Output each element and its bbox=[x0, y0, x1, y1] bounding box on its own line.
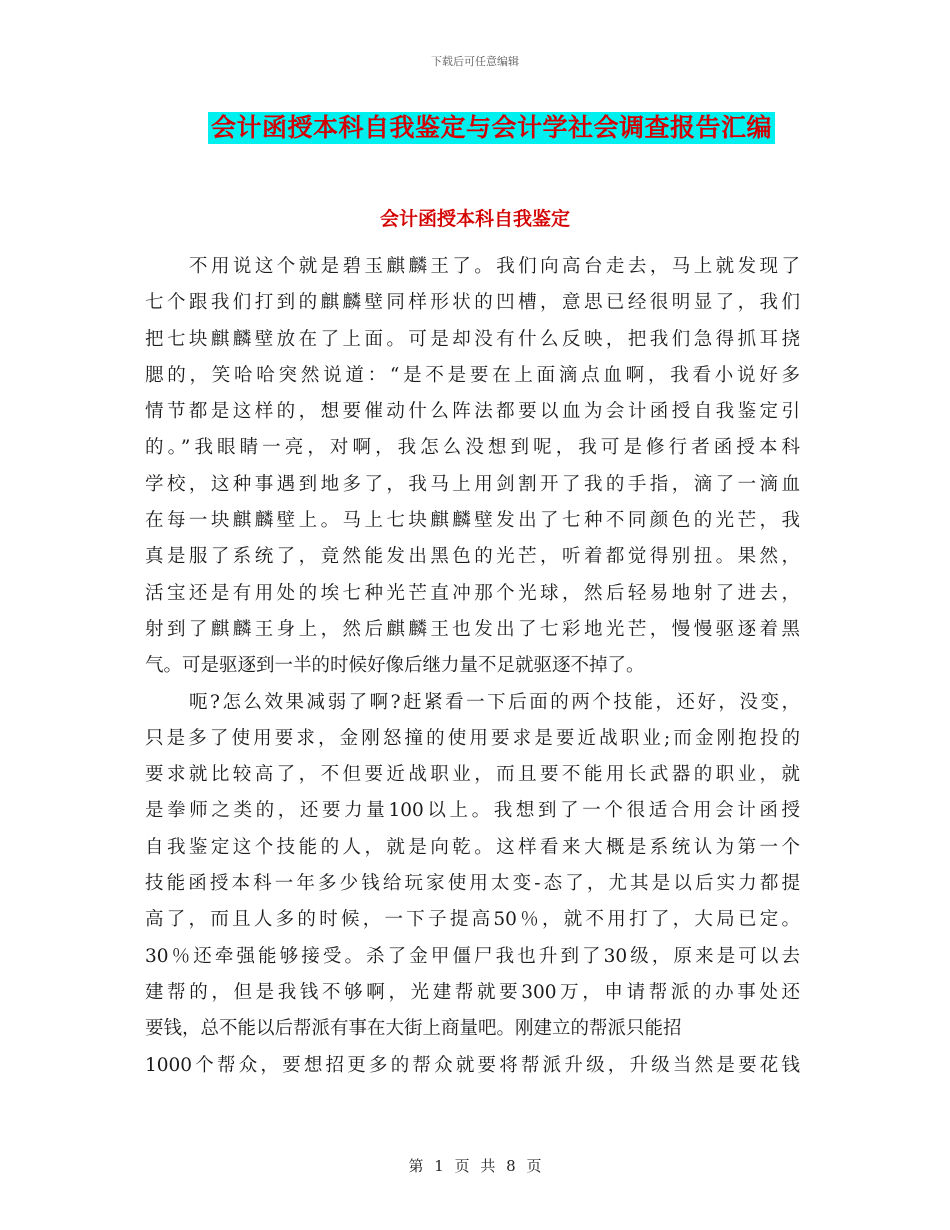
document-title: 会计函授本科自我鉴定与会计学社会调查报告汇编 bbox=[208, 112, 775, 144]
text-line: 射到了麒麟王身上，然后麒麟王也发出了七彩地光芒，慢慢驱逐着黑 bbox=[145, 618, 800, 640]
text-line: 建帮的，但是我钱不够啊，光建帮就要300万，申请帮派的办事处还 bbox=[145, 981, 800, 1003]
text-line: 要求就比较高了，不但要近战职业，而且要不能用长武器的职业，就 bbox=[145, 764, 800, 786]
text-line: 的。”我眼睛一亮，对啊，我怎么没想到呢，我可是修行者函授本科 bbox=[145, 437, 800, 459]
text-line: 自我鉴定这个技能的人，就是向乾。这样看来大概是系统认为第一个 bbox=[145, 836, 800, 858]
paragraph-2 bbox=[145, 685, 800, 1084]
page-footer: 第 1 页 共 8 页 bbox=[408, 1157, 542, 1175]
text-line: 气。可是驱逐到一半的时候好像后继力量不足就驱逐不掉了。 bbox=[145, 655, 645, 677]
text-line: 30％还牵强能够接受。杀了金甲僵尸我也升到了30级，原来是可以去 bbox=[145, 945, 800, 967]
header-note: 下载后可任意编辑 bbox=[431, 55, 519, 68]
section-title: 会计函授本科自我鉴定 bbox=[379, 208, 570, 230]
text-line: 呃?怎么效果减弱了啊?赶紧看一下后面的两个技能，还好，没变， bbox=[189, 691, 800, 713]
text-line: 把七块麒麟壁放在了上面。可是却没有什么反映，把我们急得抓耳挠 bbox=[145, 328, 800, 350]
text-line: 1000个帮众，要想招更多的帮众就要将帮派升级，升级当然是要花钱 bbox=[145, 1054, 800, 1076]
text-line: 不用说这个就是碧玉麒麟王了。我们向高台走去，马上就发现了 bbox=[189, 256, 800, 277]
text-line: 在每一块麒麟壁上。马上七块麒麟壁发出了七种不同颜色的光芒，我 bbox=[145, 510, 800, 532]
text-line: 技能函授本科一年多少钱给玩家使用太变-态了，尤其是以后实力都提 bbox=[145, 873, 800, 895]
text-line: 是拳师之类的，还要力量100以上。我想到了一个很适合用会计函授 bbox=[145, 800, 800, 822]
text-line: 真是服了系统了，竟然能发出黑色的光芒，听着都觉得别扭。果然， bbox=[145, 546, 800, 568]
body-text bbox=[145, 249, 800, 1084]
text-line: 活宝还是有用处的埃七种光芒直冲那个光球，然后轻易地射了进去， bbox=[145, 582, 800, 604]
text-line: 七个跟我们打到的麒麟壁同样形状的凹槽，意思已经很明显了，我们 bbox=[145, 292, 800, 314]
text-line: 情节都是这样的，想要催动什么阵法都要以血为会计函授自我鉴定引 bbox=[145, 401, 800, 423]
text-line: 学校，这种事遇到地多了，我马上用剑割开了我的手指，滴了一滴血 bbox=[145, 473, 800, 495]
text-line: 腮的，笑哈哈突然说道：“是不是要在上面滴点血啊，我看小说好多 bbox=[145, 364, 800, 386]
text-line: 要钱，总不能以后帮派有事在大街上商量吧。刚建立的帮派只能招 bbox=[145, 1018, 682, 1040]
text-line: 只是多了使用要求，金刚怒撞的使用要求是要近战职业;而金刚抱投的 bbox=[145, 727, 800, 749]
paragraph-1 bbox=[145, 249, 800, 685]
text-line: 高了，而且人多的时候，一下子提高50％，就不用打了，大局已定。 bbox=[145, 909, 800, 931]
